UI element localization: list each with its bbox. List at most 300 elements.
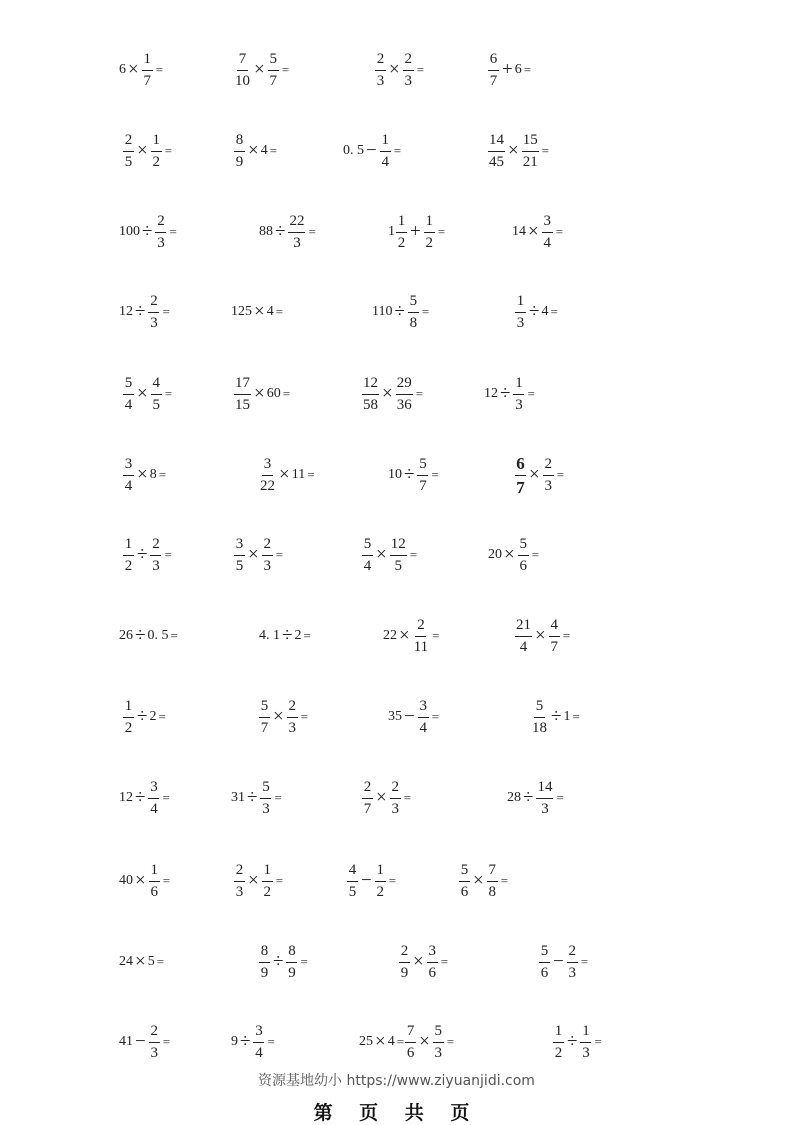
equals-sign: = bbox=[396, 1034, 405, 1049]
fraction-numerator: 3 bbox=[262, 457, 273, 476]
arithmetic-problem bbox=[119, 606, 178, 666]
equals-sign: = bbox=[531, 547, 540, 562]
fraction-numerator: 2 bbox=[362, 780, 373, 799]
fraction-denominator: 9 bbox=[260, 964, 269, 981]
number: 8 bbox=[149, 467, 157, 482]
operator-sign: ÷ bbox=[135, 301, 146, 322]
fraction-denominator: 3 bbox=[391, 800, 399, 817]
fraction-denominator: 4 bbox=[124, 396, 133, 413]
arithmetic-problem bbox=[388, 202, 445, 262]
equals-sign: = bbox=[162, 790, 170, 805]
fraction-numerator: 2 bbox=[390, 780, 401, 799]
number: 100 bbox=[119, 224, 140, 239]
fraction bbox=[123, 457, 134, 494]
arithmetic-problem bbox=[398, 932, 448, 992]
operator-sign: ÷ bbox=[137, 706, 148, 727]
problem-row bbox=[0, 768, 793, 828]
number: 22 bbox=[383, 628, 397, 643]
operator-sign: ÷ bbox=[247, 787, 258, 808]
fraction bbox=[286, 944, 297, 981]
equals-sign: = bbox=[523, 62, 532, 77]
number: 2 bbox=[149, 709, 157, 724]
number: 14 bbox=[512, 224, 526, 239]
operator-sign: ÷ bbox=[529, 301, 540, 322]
fraction bbox=[433, 1024, 444, 1061]
arithmetic-problem bbox=[231, 768, 282, 828]
operator-sign: × bbox=[413, 951, 424, 972]
arithmetic-problem bbox=[372, 282, 429, 342]
fraction-denominator: 3 bbox=[262, 800, 270, 817]
fraction-denominator: 8 bbox=[488, 883, 496, 900]
problem-row bbox=[0, 445, 793, 505]
arithmetic-problem bbox=[458, 851, 508, 911]
fraction-numerator: 2 bbox=[415, 618, 426, 637]
operator-sign: ÷ bbox=[551, 706, 562, 727]
fraction-denominator: 3 bbox=[544, 477, 552, 494]
fraction bbox=[413, 618, 429, 655]
fraction bbox=[123, 699, 134, 736]
fraction bbox=[380, 133, 391, 170]
operator-sign: × bbox=[504, 544, 515, 565]
arithmetic-problem bbox=[538, 932, 588, 992]
fraction-denominator: 9 bbox=[288, 964, 296, 981]
fraction-numerator: 14 bbox=[536, 780, 553, 799]
operator-sign: × bbox=[382, 383, 393, 404]
fraction-numerator: 2 bbox=[543, 457, 554, 476]
fraction-numerator: 1 bbox=[123, 699, 134, 718]
arithmetic-problem bbox=[258, 445, 315, 505]
arithmetic-problem bbox=[119, 202, 177, 262]
fraction-denominator: 18 bbox=[532, 719, 547, 736]
fraction-numerator: 2 bbox=[567, 944, 578, 963]
fraction bbox=[487, 863, 498, 900]
fraction bbox=[488, 133, 505, 170]
equals-sign: = bbox=[594, 1034, 602, 1049]
number: 4 bbox=[266, 304, 274, 319]
equals-sign: = bbox=[541, 143, 550, 158]
fraction-numerator: 4 bbox=[549, 618, 560, 637]
equals-sign: = bbox=[162, 873, 171, 888]
equals-sign: = bbox=[303, 628, 311, 643]
operator-sign: − bbox=[553, 951, 564, 972]
arithmetic-problem bbox=[122, 445, 166, 505]
fraction-denominator: 4 bbox=[255, 1044, 263, 1061]
arithmetic-problem bbox=[388, 445, 439, 505]
arithmetic-problem bbox=[374, 40, 424, 100]
fraction-denominator: 3 bbox=[152, 557, 160, 574]
operator-sign: − bbox=[135, 1031, 146, 1052]
fraction-denominator: 45 bbox=[489, 153, 504, 170]
equals-sign: = bbox=[269, 143, 278, 158]
fraction-denominator: 3 bbox=[404, 72, 412, 89]
fraction-numerator: 1 bbox=[515, 294, 526, 313]
arithmetic-problem bbox=[487, 40, 531, 100]
arithmetic-problem bbox=[258, 687, 308, 747]
fraction-numerator: 1 bbox=[553, 1024, 564, 1043]
fraction bbox=[268, 52, 279, 89]
arithmetic-problem bbox=[231, 1012, 275, 1072]
equals-sign: = bbox=[164, 386, 173, 401]
fraction bbox=[142, 52, 153, 89]
fraction-denominator: 2 bbox=[124, 719, 133, 736]
arithmetic-problem bbox=[361, 525, 417, 585]
operator-sign: × bbox=[528, 221, 539, 242]
fraction-numerator: 15 bbox=[522, 133, 539, 152]
arithmetic-problem bbox=[383, 606, 440, 666]
fraction bbox=[253, 1024, 264, 1061]
fraction-denominator: 2 bbox=[124, 557, 133, 574]
fraction bbox=[151, 133, 162, 170]
fraction bbox=[260, 780, 271, 817]
number: 2 bbox=[294, 628, 302, 643]
fraction-numerator: 4 bbox=[151, 376, 162, 395]
fraction-denominator: 3 bbox=[235, 883, 244, 900]
arithmetic-problem bbox=[122, 525, 172, 585]
operator-sign: × bbox=[389, 59, 400, 80]
fraction-numerator: 1 bbox=[580, 1024, 591, 1043]
fraction-denominator: 6 bbox=[460, 883, 469, 900]
operator-sign: ÷ bbox=[273, 951, 284, 972]
fraction-denominator: 7 bbox=[143, 72, 151, 89]
fraction-denominator: 3 bbox=[376, 72, 385, 89]
fraction bbox=[543, 457, 554, 494]
equals-sign: = bbox=[421, 304, 430, 319]
arithmetic-problem bbox=[122, 364, 172, 424]
fraction-denominator: 5 bbox=[394, 557, 402, 574]
fraction bbox=[549, 618, 560, 655]
operator-sign: × bbox=[135, 870, 146, 891]
fraction-numerator: 1 bbox=[380, 133, 391, 152]
fraction-numerator: 3 bbox=[427, 944, 438, 963]
number: 9 bbox=[231, 1034, 238, 1049]
equals-sign: = bbox=[164, 547, 172, 562]
problem-row bbox=[0, 1012, 793, 1072]
equals-sign: = bbox=[162, 304, 170, 319]
fraction bbox=[515, 618, 532, 655]
number: 1 bbox=[563, 709, 571, 724]
fraction-numerator: 1 bbox=[424, 214, 435, 233]
fraction bbox=[259, 457, 276, 494]
fraction-numerator: 6 bbox=[515, 455, 526, 476]
operator-sign: × bbox=[128, 59, 139, 80]
fraction-denominator: 10 bbox=[235, 72, 250, 89]
problem-row bbox=[0, 932, 793, 992]
fraction bbox=[362, 780, 373, 817]
fraction-denominator: 8 bbox=[409, 314, 418, 331]
fraction-denominator: 3 bbox=[582, 1044, 590, 1061]
fraction bbox=[515, 294, 526, 331]
equals-sign: = bbox=[550, 304, 558, 319]
fraction-denominator: 4 bbox=[363, 557, 372, 574]
arithmetic-problem bbox=[122, 687, 166, 747]
fraction-numerator: 5 bbox=[459, 863, 470, 882]
fraction-numerator: 2 bbox=[150, 537, 161, 556]
fraction-denominator: 2 bbox=[152, 153, 160, 170]
fraction-denominator: 9 bbox=[400, 964, 409, 981]
fraction bbox=[155, 214, 166, 251]
fraction-numerator: 5 bbox=[518, 537, 529, 556]
arithmetic-problem bbox=[514, 606, 570, 666]
fraction-numerator: 2 bbox=[148, 294, 159, 313]
number: 4. 1 bbox=[259, 628, 280, 643]
fraction-numerator: 5 bbox=[268, 52, 279, 71]
problem-row bbox=[0, 364, 793, 424]
fraction bbox=[259, 699, 270, 736]
fraction-denominator: 7 bbox=[269, 72, 277, 89]
fraction-denominator: 3 bbox=[515, 396, 523, 413]
fraction-denominator: 3 bbox=[568, 964, 576, 981]
arithmetic-problem bbox=[119, 851, 170, 911]
fraction-numerator: 5 bbox=[123, 376, 134, 395]
fraction-numerator: 2 bbox=[287, 699, 298, 718]
equals-sign: = bbox=[300, 709, 309, 724]
fraction bbox=[424, 214, 435, 251]
fraction bbox=[234, 133, 245, 170]
fraction-numerator: 5 bbox=[259, 699, 270, 718]
fraction-numerator: 7 bbox=[405, 1024, 416, 1043]
fraction bbox=[148, 780, 159, 817]
fraction-numerator: 5 bbox=[534, 699, 545, 718]
problem-row bbox=[0, 606, 793, 666]
number: 10 bbox=[388, 467, 402, 482]
page-number-label: 第 页 共 页 bbox=[313, 1102, 480, 1124]
operator-sign: + bbox=[410, 221, 421, 242]
operator-sign: ÷ bbox=[500, 383, 511, 404]
fraction-numerator: 1 bbox=[151, 133, 162, 152]
fraction bbox=[536, 780, 553, 817]
fraction-numerator: 2 bbox=[234, 863, 245, 882]
number: 60 bbox=[266, 386, 281, 401]
fraction bbox=[390, 780, 401, 817]
number: 26 bbox=[119, 628, 133, 643]
operator-sign: × bbox=[473, 870, 484, 891]
fraction bbox=[234, 376, 251, 413]
equals-sign: = bbox=[500, 873, 509, 888]
fraction bbox=[403, 52, 414, 89]
fraction-numerator: 5 bbox=[417, 457, 428, 476]
fraction-denominator: 7 bbox=[260, 719, 269, 736]
arithmetic-problem bbox=[119, 282, 170, 342]
number: 20 bbox=[488, 547, 502, 562]
fraction bbox=[123, 133, 134, 170]
equals-sign: = bbox=[275, 547, 284, 562]
arithmetic-problem bbox=[361, 364, 423, 424]
fraction bbox=[405, 1024, 416, 1061]
fraction-numerator: 21 bbox=[515, 618, 532, 637]
problem-row bbox=[0, 851, 793, 911]
number: 12 bbox=[119, 304, 133, 319]
problem-row bbox=[0, 202, 793, 262]
equals-sign: = bbox=[572, 709, 580, 724]
number: 4 bbox=[387, 1034, 395, 1049]
equals-sign: = bbox=[281, 62, 290, 77]
equals-sign: = bbox=[156, 954, 165, 969]
fraction-denominator: 6 bbox=[519, 557, 527, 574]
number: 6 bbox=[119, 62, 126, 77]
equals-sign: = bbox=[300, 954, 308, 969]
fraction-denominator: 58 bbox=[363, 396, 378, 413]
fraction-numerator: 8 bbox=[286, 944, 297, 963]
fraction-numerator: 17 bbox=[234, 376, 251, 395]
fraction bbox=[399, 944, 410, 981]
equals-sign: = bbox=[432, 628, 440, 643]
operator-sign: × bbox=[137, 140, 148, 161]
fraction bbox=[234, 863, 245, 900]
fraction-numerator: 1 bbox=[149, 863, 160, 882]
fraction-denominator: 4 bbox=[543, 234, 551, 251]
operator-sign: × bbox=[419, 1031, 430, 1052]
fraction bbox=[515, 455, 526, 496]
fraction-denominator: 3 bbox=[293, 234, 301, 251]
fraction-denominator: 5 bbox=[348, 883, 357, 900]
fraction-denominator: 2 bbox=[263, 883, 271, 900]
operator-sign: ÷ bbox=[404, 464, 415, 485]
fraction-denominator: 2 bbox=[397, 234, 406, 251]
equals-sign: = bbox=[562, 628, 571, 643]
fraction bbox=[542, 214, 553, 251]
arithmetic-problem bbox=[512, 202, 563, 262]
number: 12 bbox=[119, 790, 133, 805]
fraction-denominator: 2 bbox=[554, 1044, 563, 1061]
operator-sign: × bbox=[279, 464, 290, 485]
operator-sign: ÷ bbox=[394, 301, 405, 322]
equals-sign: = bbox=[556, 467, 565, 482]
equals-sign: = bbox=[169, 224, 177, 239]
fraction bbox=[531, 699, 548, 736]
operator-sign: × bbox=[376, 544, 387, 565]
arithmetic-problem bbox=[233, 40, 289, 100]
fraction-numerator: 2 bbox=[262, 537, 273, 556]
fraction-denominator: 6 bbox=[540, 964, 549, 981]
fraction-denominator: 7 bbox=[550, 638, 558, 655]
fraction-denominator: 3 bbox=[150, 1044, 158, 1061]
fraction-denominator: 5 bbox=[124, 153, 133, 170]
arithmetic-problem bbox=[119, 932, 164, 992]
fraction bbox=[459, 863, 470, 900]
arithmetic-problem bbox=[119, 40, 163, 100]
fraction-numerator: 2 bbox=[149, 1024, 160, 1043]
fraction-numerator: 2 bbox=[403, 52, 414, 71]
equals-sign: = bbox=[446, 1034, 455, 1049]
number: 24 bbox=[119, 954, 133, 969]
fraction-numerator: 2 bbox=[399, 944, 410, 963]
operator-sign: × bbox=[535, 625, 546, 646]
fraction-denominator: 3 bbox=[541, 800, 549, 817]
number: 41 bbox=[119, 1034, 133, 1049]
arithmetic-problem bbox=[514, 282, 558, 342]
number: 4 bbox=[541, 304, 549, 319]
fraction-denominator: 3 bbox=[157, 234, 165, 251]
fraction-numerator: 5 bbox=[539, 944, 550, 963]
fraction-numerator: 12 bbox=[390, 537, 407, 556]
fraction-numerator: 5 bbox=[408, 294, 419, 313]
equals-sign: = bbox=[282, 386, 291, 401]
arithmetic-problem bbox=[119, 1012, 170, 1072]
fraction bbox=[396, 214, 407, 251]
fraction bbox=[418, 699, 429, 736]
fraction-denominator: 5 bbox=[152, 396, 160, 413]
equals-sign: = bbox=[274, 790, 282, 805]
operator-sign: + bbox=[502, 59, 513, 80]
equals-sign: = bbox=[155, 62, 164, 77]
fraction-denominator: 3 bbox=[263, 557, 271, 574]
operator-sign: × bbox=[376, 787, 387, 808]
fraction-numerator: 5 bbox=[362, 537, 373, 556]
equals-sign: = bbox=[158, 709, 166, 724]
operator-sign: × bbox=[254, 301, 265, 322]
problem-row bbox=[0, 40, 793, 100]
fraction-numerator: 1 bbox=[142, 52, 153, 71]
fraction-denominator: 7 bbox=[419, 477, 427, 494]
number: 5 bbox=[147, 954, 155, 969]
fraction bbox=[287, 699, 298, 736]
fraction-numerator: 7 bbox=[487, 863, 498, 882]
fraction-denominator: 7 bbox=[489, 72, 498, 89]
fraction bbox=[522, 133, 539, 170]
number: 11 bbox=[291, 467, 306, 482]
operator-sign: × bbox=[248, 140, 259, 161]
equals-sign: = bbox=[267, 1034, 275, 1049]
fraction-denominator: 3 bbox=[150, 314, 158, 331]
operator-sign: × bbox=[135, 951, 146, 972]
fraction-numerator: 3 bbox=[123, 457, 134, 476]
fraction-numerator: 2 bbox=[155, 214, 166, 233]
problem-row bbox=[0, 525, 793, 585]
number: 31 bbox=[231, 790, 245, 805]
operator-sign: ÷ bbox=[137, 544, 148, 565]
number: 35 bbox=[388, 709, 402, 724]
operator-sign: − bbox=[404, 706, 415, 727]
arithmetic-problem bbox=[530, 687, 580, 747]
equals-sign: = bbox=[527, 386, 535, 401]
number: 4 bbox=[260, 143, 268, 158]
operator-sign: × bbox=[508, 140, 519, 161]
equals-sign: = bbox=[307, 467, 315, 482]
fraction bbox=[150, 537, 161, 574]
fraction-denominator: 3 bbox=[434, 1044, 443, 1061]
operator-sign: ÷ bbox=[523, 787, 534, 808]
arithmetic-problem bbox=[488, 525, 539, 585]
fraction-numerator: 4 bbox=[347, 863, 358, 882]
problem-row bbox=[0, 121, 793, 181]
equals-sign: = bbox=[388, 873, 397, 888]
fraction-denominator: 21 bbox=[522, 153, 538, 170]
fraction-denominator: 3 bbox=[288, 719, 296, 736]
fraction-numerator: 1 bbox=[123, 537, 134, 556]
arithmetic-problem bbox=[361, 768, 411, 828]
fraction bbox=[288, 214, 305, 251]
equals-sign: = bbox=[437, 224, 446, 239]
problem-row bbox=[0, 687, 793, 747]
arithmetic-problem bbox=[233, 525, 283, 585]
problem-row bbox=[0, 282, 793, 342]
number: 0. 5 bbox=[343, 143, 364, 158]
fraction-numerator: 22 bbox=[288, 214, 305, 233]
fraction-numerator: 29 bbox=[396, 376, 413, 395]
arithmetic-problem bbox=[514, 445, 564, 505]
fraction-numerator: 6 bbox=[488, 52, 499, 71]
number: 125 bbox=[231, 304, 252, 319]
arithmetic-problem bbox=[233, 851, 283, 911]
fraction-numerator: 3 bbox=[253, 1024, 264, 1043]
operator-sign: ÷ bbox=[282, 625, 293, 646]
fraction-denominator: 15 bbox=[235, 396, 250, 413]
watermark-url: 资源基地幼小 https://www.ziyuanjidi.com bbox=[258, 1073, 535, 1089]
arithmetic-problem bbox=[233, 364, 290, 424]
fraction bbox=[417, 457, 428, 494]
arithmetic-problem bbox=[122, 121, 172, 181]
operator-sign: ÷ bbox=[275, 221, 286, 242]
